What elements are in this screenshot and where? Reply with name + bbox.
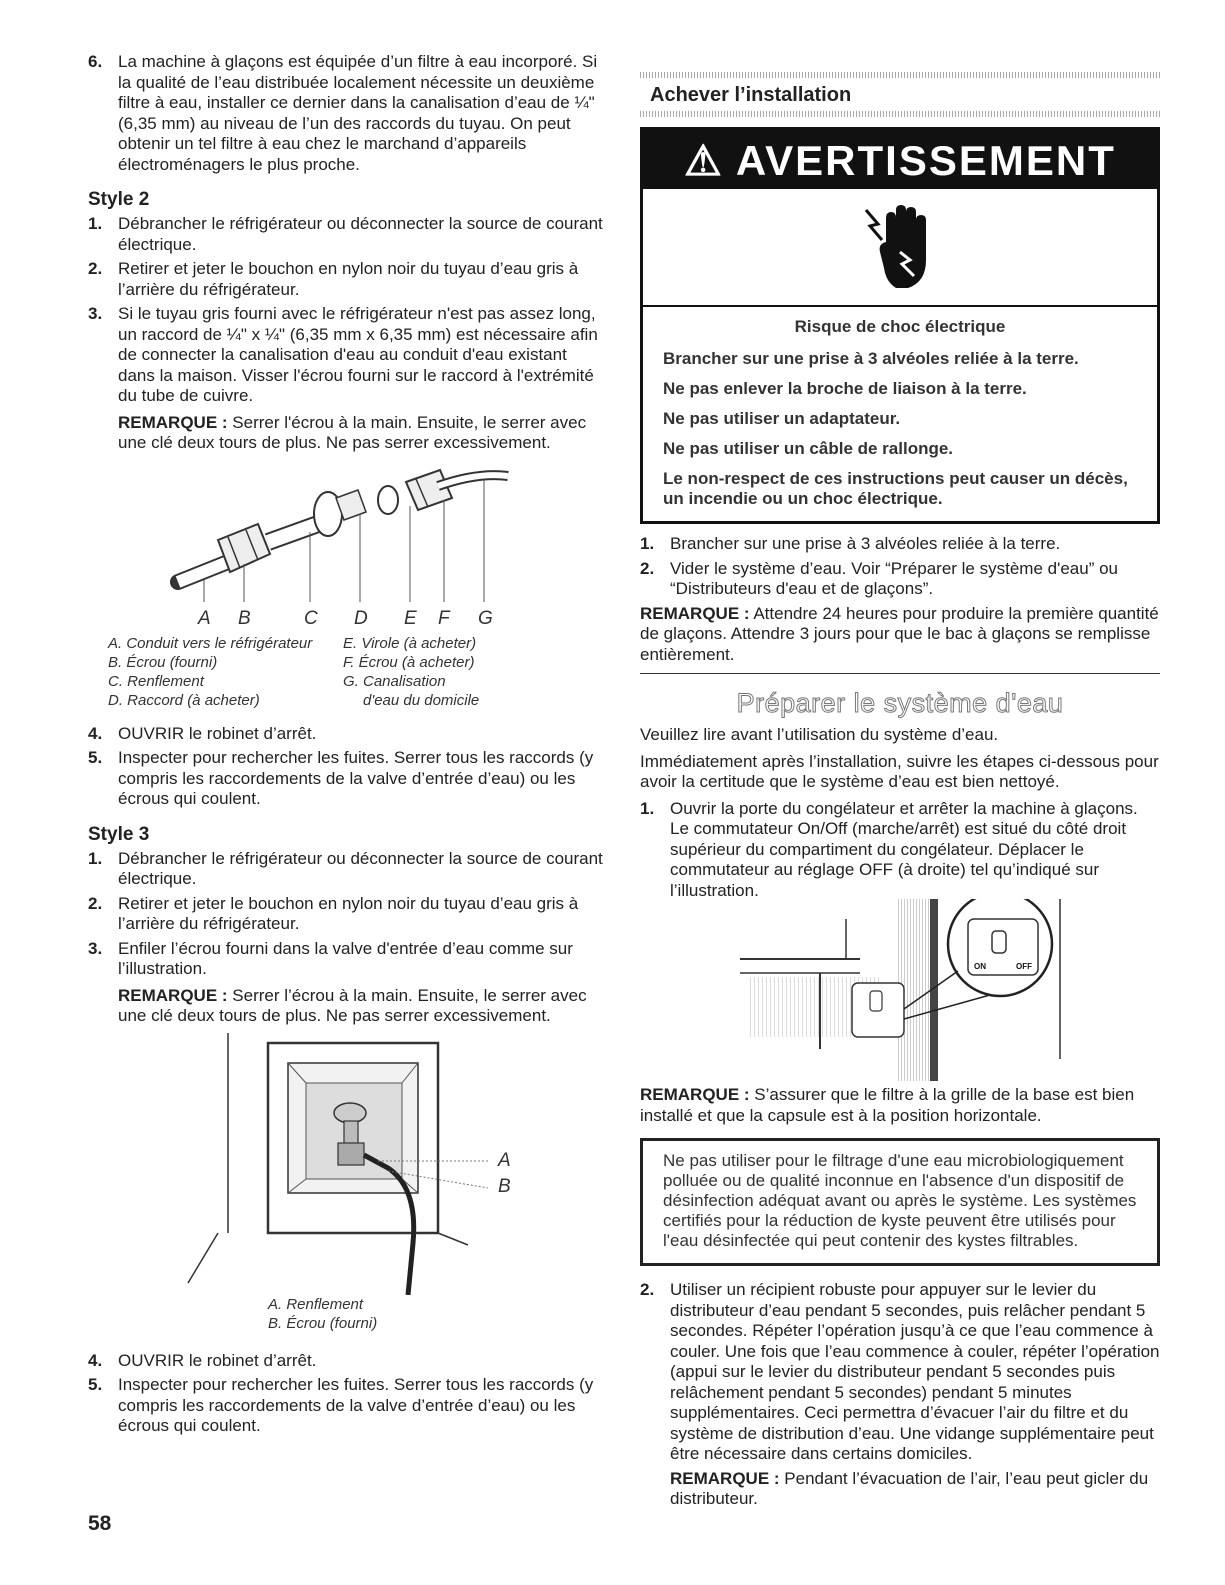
warning-box	[640, 127, 1160, 524]
fig-letter-g: G	[478, 607, 493, 629]
list-item: 2. Retirer et jeter le bouchon en nylon noir du tuyau d’eau gris à l’arrière du réfrigérateur.	[88, 893, 579, 933]
warning-triangle-icon: ⚠	[684, 137, 724, 184]
list-item: 1. Débrancher le réfrigérateur ou déconnecter la source de courant électrique.	[88, 848, 603, 888]
fig-letter-e: E	[404, 607, 417, 629]
filter-warning-box	[640, 1138, 1160, 1266]
style3-steps	[88, 849, 608, 980]
flush-note: REMARQUE : Pendant l’évacuation de l’air, l’eau peut gicler du distributeur.	[670, 1468, 1149, 1508]
list-item: 3. Si le tuyau gris fourni avec le réfrigérateur n'est pas assez long, un raccord de ¼" x ¼" (6,35 mm x 6,35 mm) est nécessaire afin de connecter la canalisation d'eau au conduit d'eau existant dans la maison. Visser l'écrou fourni sur le raccord à l'extrémité du tube de cuivre.	[88, 304, 598, 405]
style2-steps-continued	[88, 724, 608, 810]
list-item: 1. Débrancher le réfrigérateur ou déconnecter la source de courant électrique.	[88, 214, 603, 254]
fitting-illustration	[88, 462, 608, 630]
fig-letter-f: F	[438, 607, 450, 629]
warning-body	[643, 307, 1157, 521]
icemaker-switch-illustration	[730, 899, 1160, 1081]
fig-letter-d: D	[354, 607, 368, 629]
list-continued	[88, 52, 608, 175]
warning-header	[643, 130, 1157, 189]
finish-note: REMARQUE : Attendre 24 heures pour produire la première quantité de glaçons. Attendre 3 jours pour que le bac à glaçons se remplisse entièrement.	[640, 603, 1159, 664]
prep-intro: Immédiatement après l’installation, suivre les étapes ci-dessous pour avoir la certitude que le système d’eau est bien nettoyé.	[640, 751, 1159, 791]
list-item: 3. Enfiler l’écrou fourni dans la valve d'entrée d’eau comme sur l’illustration.	[88, 938, 573, 978]
list-item: 5. Inspecter pour rechercher les fuites. Serrer tous les raccords (y compris les raccordements de la valve d’entrée d’eau) ou les écrous qui coulent.	[88, 1375, 594, 1435]
fig-letter-a: A	[198, 607, 211, 629]
style2-steps	[88, 214, 608, 407]
warning-signal-word: AVERTISSEMENT	[735, 137, 1116, 184]
style3-note: REMARQUE : Serrer l’écrou à la main. Ensuite, le serrer avec une clé deux tours de plus. Ne pas serrer excessivement.	[118, 985, 587, 1025]
style2-captions: A. Conduit vers le réfrigérateur B. Écrou (fourni) C. Renflement D. Raccord (à acheter) E. Virole (à acheter) F. Écrou (à acheter) G. Canalisation d'eau du domicile	[108, 634, 480, 709]
list-item: 2. Vider le système d’eau. Voir “Préparer le système d'eau” ou “Distributeurs d'eau et de glaçons”.	[640, 558, 1118, 598]
list-item: 6. La machine à glaçons est équipée d’un filtre à eau incorporé. Si la qualité de l’eau distribuée localement nécessite un deuxième filtre à eau, installer ce dernier dans la canalisation d’eau de ¼" (6,35 mm) au niveau de l’un des raccords du tuyau. On peut obtenir un tel filtre à eau chez le marchand d’appareils électroménagers le plus proche.	[88, 52, 598, 174]
warning-line: Le non-respect de ces instructions peut causer un décès, un incendie ou un choc électrique.	[663, 469, 1128, 508]
prep-steps	[640, 799, 1160, 902]
warning-line: Brancher sur une prise à 3 alvéoles reliée à la terre.	[663, 349, 1079, 368]
list-item: 1. Brancher sur une prise à 3 alvéoles reliée à la terre.	[640, 534, 1061, 553]
warning-line: Ne pas utiliser un adaptateur.	[663, 409, 901, 428]
list-item: 2. Utiliser un récipient robuste pour appuyer sur le levier du distributeur d’eau pendant 5 secondes, puis relâcher pendant 5 secondes. Répéter l’opération jusqu’à ce que l’eau commence à couler. Une fois que l’eau commence à couler, répéter l’opération (appui sur le levier du distributeur pendant 5 secondes puis relâchement pendant 5 secondes) pendant 5 minutes supplémentaires. Ceci permettra d’évacuer l’air du filtre et du système de distribution d’eau. Une vidange supplémentaire peut être nécessaire dans certains domiciles.	[640, 1280, 1160, 1463]
prep-section-title: Préparer le système d'eau	[736, 688, 1064, 718]
list-item: 5. Inspecter pour rechercher les fuites. Serrer tous les raccords (y compris les raccordements de la valve d’entrée d’eau) ou les écrous qui coulent.	[88, 748, 594, 808]
switch-on-label: ON	[974, 962, 986, 971]
style3-steps-continued	[88, 1351, 608, 1437]
finish-steps	[640, 534, 1160, 600]
style3-heading: Style 3	[88, 823, 150, 845]
pipe-fitting-diagram	[88, 462, 608, 630]
warning-line: Ne pas utiliser un câble de rallonge.	[663, 439, 954, 458]
section-rule-bottom	[640, 111, 1160, 117]
style2-heading: Style 2	[88, 189, 150, 210]
filter-note: REMARQUE : S’assurer que le filtre à la grille de la base est bien installé et que la capsule est à la position horizontale.	[640, 1085, 1135, 1125]
list-item: 2. Retirer et jeter le bouchon en nylon noir du tuyau d’eau gris à l’arrière du réfrigérateur.	[88, 259, 579, 299]
filter-warning-text: Ne pas utiliser pour le filtrage d'une eau microbiologiquement polluée ou de qualité inconnue en l'absence d'un dispositif de désinfection adéquat avant ou après le système. Les systèmes certifiés pour la réduction de kyste peuvent être utilisés pour l'eau désinfectée qui peut contenir des kystes filtrables.	[663, 1151, 1137, 1250]
style2-note: REMARQUE : Serrer l'écrou à la main. Ensuite, le serrer avec une clé deux tours de plus. Ne pas serrer excessivement.	[118, 412, 587, 452]
warning-line: Ne pas enlever la broche de liaison à la terre.	[663, 379, 1027, 398]
list-item: 1. Ouvrir la porte du congélateur et arrêter la machine à glaçons. Le commutateur On/Off (marche/arrêt) est situé du côté droit supérieur du compartiment du congélateur. Déplacer le commutateur au réglage OFF (à droite) tel qu’indiqué sur l’illustration.	[640, 798, 1138, 900]
prep-intro: Veuillez lire avant l’utilisation du système d’eau.	[640, 725, 999, 744]
right-column	[640, 72, 1160, 1510]
section-divider	[640, 673, 1160, 674]
prep-steps-continued	[640, 1280, 1160, 1465]
fig-letter-b: B	[498, 1175, 511, 1197]
left-column	[88, 52, 608, 1441]
list-item: 4. OUVRIR le robinet d’arrêt.	[88, 723, 317, 743]
fig-letter-a: A	[498, 1149, 511, 1171]
switch-off-label: OFF	[1016, 962, 1032, 971]
section-title: Achever l’installation	[650, 84, 852, 106]
warning-title: Risque de choc électrique	[794, 317, 1006, 336]
list-item: 4. OUVRIR le robinet d’arrêt.	[88, 1350, 317, 1370]
fig-letter-c: C	[304, 607, 318, 629]
freezer-switch-diagram	[730, 899, 1070, 1081]
fig-letter-b: B	[238, 607, 251, 629]
valve-illustration	[88, 1033, 608, 1295]
electric-shock-hand-icon	[643, 189, 1157, 307]
page-number: 58	[88, 1512, 112, 1535]
water-inlet-valve-diagram	[88, 1033, 608, 1295]
style3-captions: A. Renflement B. Écrou (fourni)	[268, 1295, 378, 1332]
